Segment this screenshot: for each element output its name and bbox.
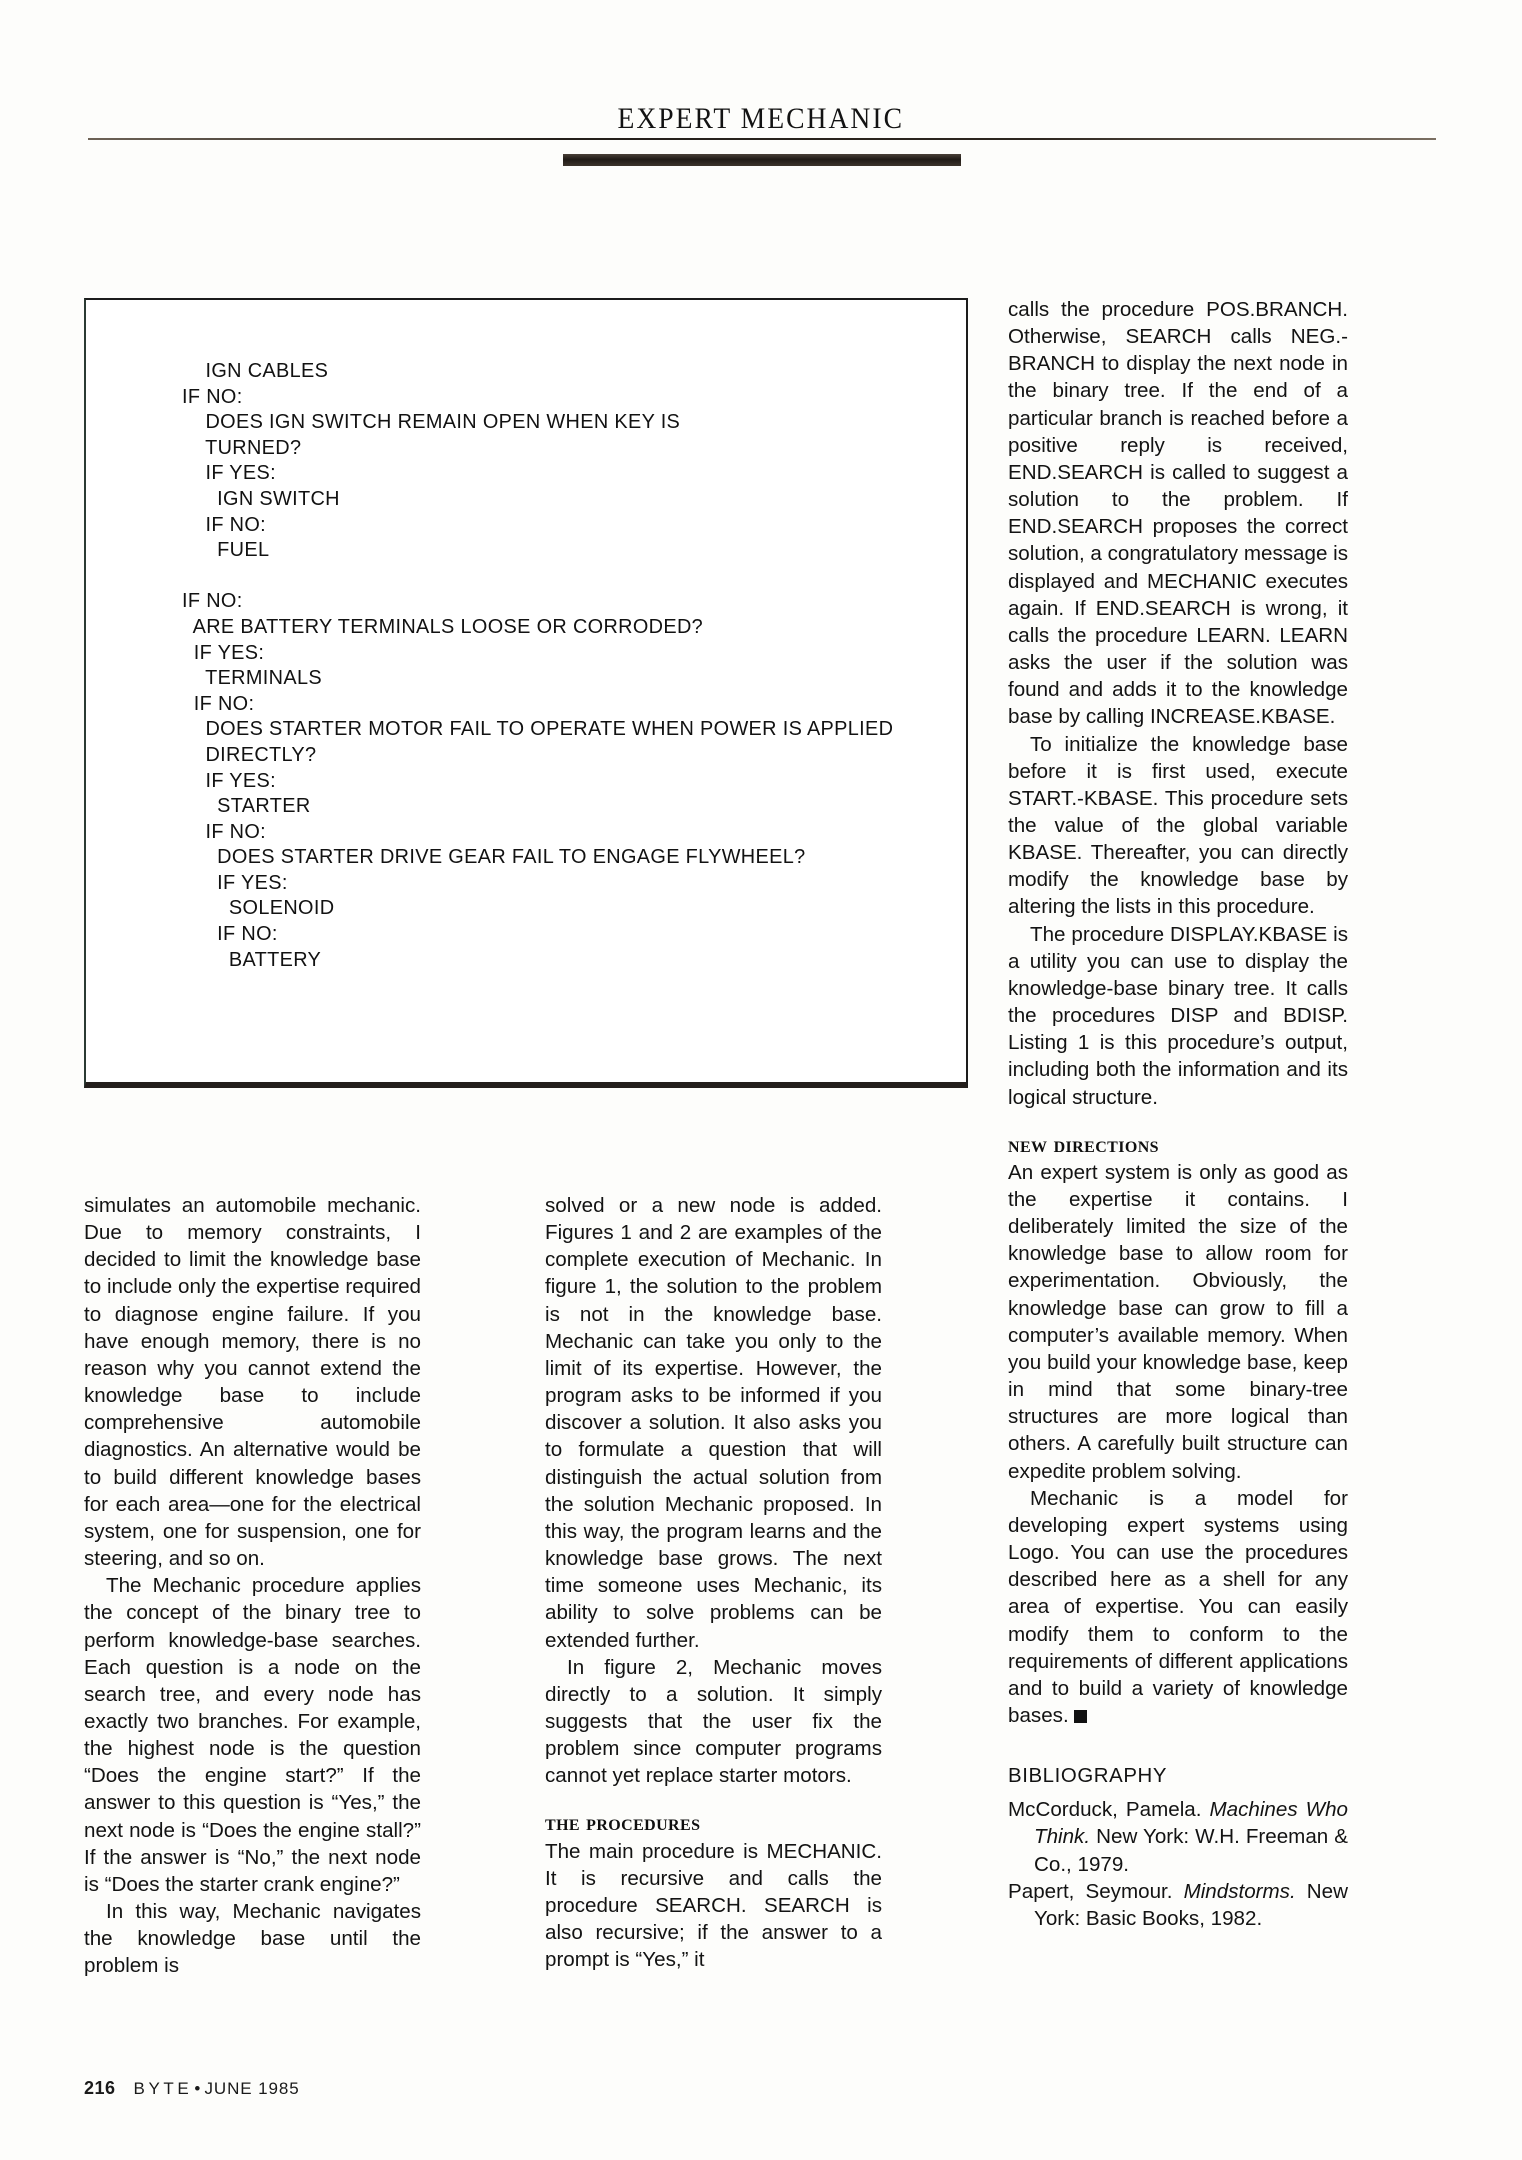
bibliography-author: McCorduck, Pamela. [1008, 1798, 1210, 1822]
header-rule [88, 138, 1436, 140]
code-listing-line: IF NO: [182, 922, 278, 946]
paragraph: To initialize the knowledge base before it is first used, execute START.-KBASE. This procedure sets the value of the global variable KBASE. Thereafter, you can directly modify the knowledge base by altering the lists in this procedure. [1008, 732, 1348, 919]
code-listing-line: IF NO: [182, 589, 243, 613]
paragraph: The procedure DISPLAY.KBASE is a utility you can use to display the knowledge-base binary tree. It calls the procedures DISP and BDISP. Listing 1 is this procedure’s output, including both the information and its logical structure. [1008, 922, 1348, 1109]
running-head-title: EXPERT MECHANIC [617, 102, 905, 135]
bibliography-publication: New York: Basic Books, 1982. [1034, 1879, 1348, 1930]
code-listing-line: SOLENOID [182, 896, 335, 920]
body-column-two [545, 1192, 882, 1973]
code-listing-line: STARTER [182, 794, 311, 818]
code-listing-line: IGN SWITCH [182, 486, 340, 510]
footer-separator: • [194, 2079, 201, 2098]
paragraph: The main procedure is MECHANIC. It is recursive and calls the procedure SEARCH. SEARCH is also recursive; if the answer to a prompt is “Yes,” it [545, 1839, 882, 1972]
body-column-one [84, 1192, 421, 1980]
section-heading-new-directions: new directions [1008, 1131, 1159, 1157]
body-column-three [1008, 296, 1348, 1932]
code-listing-line: IF YES: [182, 768, 276, 792]
bibliography-entry [1008, 1796, 1348, 1877]
bibliography-title: Mindstorms. [1183, 1879, 1296, 1903]
end-of-article-mark [1074, 1710, 1087, 1723]
paragraph: calls the procedure POS.BRANCH. Otherwise, SEARCH calls NEG.-BRANCH to display the next node in the binary tree. If the end of a particular branch is reached before a positive reply is received, END.SEARCH is called to suggest a solution to the problem. If END.SEARCH proposes the correct solution, a congratulatory message is displayed and MECHANIC executes again. If END.SEARCH is wrong, it calls the procedure LEARN. LEARN asks the user if the solution was found and adds it to the knowledge base by calling INCREASE.KBASE. [1008, 298, 1348, 729]
page-footer [84, 2078, 300, 2099]
paragraph-with-endmark [1008, 1485, 1348, 1729]
code-listing-line: IF NO: [182, 512, 267, 536]
running-head [90, 102, 1432, 136]
code-listing-line: IF YES: [182, 870, 288, 894]
code-listing-line: IF NO: [182, 384, 243, 408]
bibliography-list [1008, 1796, 1348, 1932]
folio-page-number: 216 [84, 2078, 116, 2098]
code-listing-line: IF YES: [182, 640, 265, 664]
code-listing-line: TERMINALS [182, 666, 322, 690]
code-listing-line: IF NO: [182, 691, 255, 715]
paragraph: An expert system is only as good as the expertise it contains. I deliberately limited the size of the knowledge base to allow room for experimentation. Obviously, the knowledge base can grow to fill a computer’s available memory. When you build your knowledge base, keep in mind that some binary-tree structures are more logical than others. A carefully built structure can expedite problem solving. [1008, 1160, 1348, 1483]
paragraph: In figure 2, Mechanic moves directly to a solution. It simply suggests that the user fix the problem since computer programs cannot yet replace starter motors. [545, 1655, 882, 1788]
code-listing-line [182, 563, 929, 589]
issue-date: JUNE 1985 [204, 2079, 300, 2098]
code-listing-line: IF YES: [182, 461, 276, 485]
magazine-name: BYTE [133, 2079, 193, 2098]
section-heading-the-procedures: the procedures [545, 1810, 701, 1836]
bibliography-title: Machines Who Think. [1034, 1798, 1348, 1849]
header-accent-bar [563, 154, 961, 166]
code-listing-line: DOES IGN SWITCH REMAIN OPEN WHEN KEY IS [182, 410, 681, 434]
paragraph: solved or a new node is added. Figures 1 and 2 are examples of the complete execution of Mechanic. In figure 1, the solution to the problem is not in the knowledge base. Mechanic can take you only to the limit of its expertise. However, the program asks to be informed if you discover a solution. It also asks you to formulate a question that will distinguish the actual solution from the solution Mechanic proposed. In this way, the program learns and the knowledge base grows. The next time someone uses Mechanic, its ability to solve problems can be extended further. [545, 1194, 882, 1652]
code-listing-box [84, 298, 968, 1088]
paragraph: In this way, Mechanic navigates the knowledge base until the problem is [84, 1900, 421, 1978]
code-listing-line: DOES STARTER MOTOR FAIL TO OPERATE WHEN POWER IS APPLIED [182, 717, 894, 741]
code-listing-line: IF NO: [182, 819, 267, 843]
code-listing-text [182, 358, 952, 972]
paragraph: The Mechanic procedure applies the concept of the binary tree to perform knowledge-base searches. Each question is a node on the search tree, and every node has exactly two branches. For example, the highest node is the question “Does the engine start?” If the answer to this question is “Yes,” the next node is “Does the engine stall?” If the answer is “No,” the next node is “Does the starter crank engine?” [84, 1574, 421, 1896]
code-listing-line: DIRECTLY? [182, 742, 317, 766]
paragraph-text: Mechanic is a model for developing expert systems using Logo. You can use the procedures described here as a shell for any area of expertise. You can easily modify them to conform to the requirements of different applications and to build a variety of knowledge bases. [1008, 1486, 1348, 1727]
bibliography-heading: BIBLIOGRAPHY [1008, 1765, 1168, 1788]
code-listing-line: ARE BATTERY TERMINALS LOOSE OR CORRODED? [182, 614, 704, 638]
code-listing-line: TURNED? [182, 435, 302, 459]
code-listing-line: FUEL [182, 538, 270, 562]
code-listing-line: IGN CABLES [182, 359, 329, 382]
bibliography-publication: New York: W.H. Freeman & Co., 1979. [1034, 1825, 1348, 1876]
code-listing-line: DOES STARTER DRIVE GEAR FAIL TO ENGAGE FLYWHEEL? [182, 845, 806, 869]
bibliography-entry [1008, 1878, 1348, 1932]
paragraph: simulates an automobile mechanic. Due to memory constraints, I decided to limit the knowledge base to include only the expertise required to diagnose engine failure. If you have enough memory, there is no reason why you cannot extend the knowledge base to include comprehensive automobile diagnostics. An alternative would be to build different knowledge bases for each area—one for the electrical system, one for suspension, one for steering, and so on. [84, 1194, 421, 1571]
code-listing-line: BATTERY [182, 947, 322, 971]
bibliography-author: Papert, Seymour. [1008, 1879, 1184, 1903]
